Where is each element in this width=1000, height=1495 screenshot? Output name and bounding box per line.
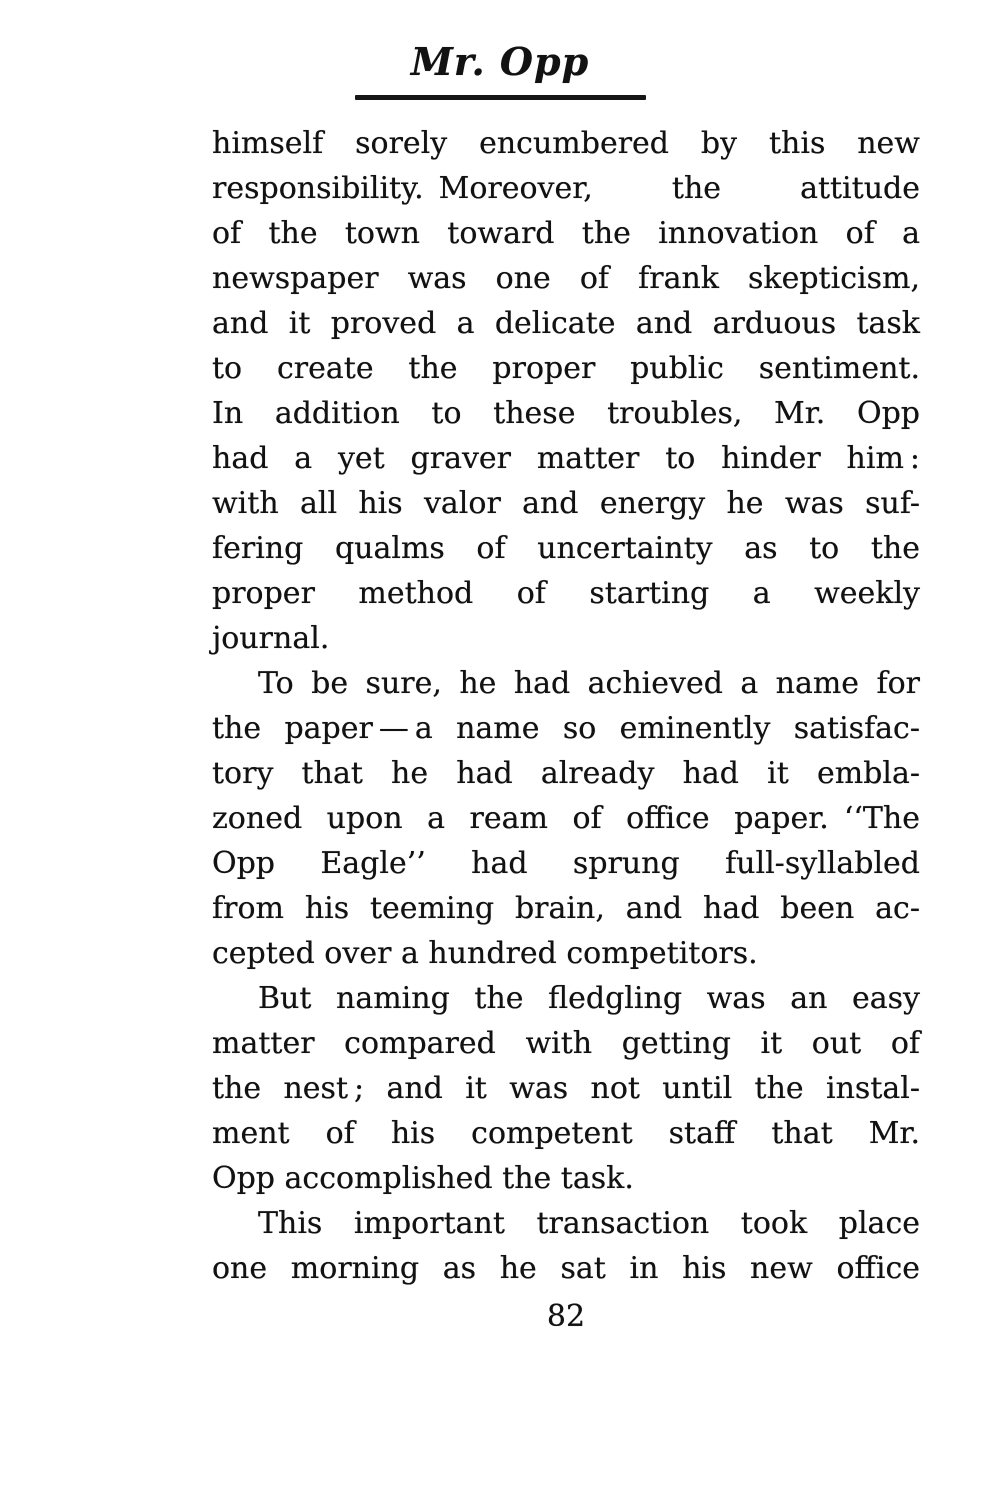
text-line: zoned upon a ream of office paper. ‘‘The — [212, 801, 920, 836]
text-line: matter compared with getting it out of — [212, 1026, 920, 1061]
text-line: from his teeming brain, and had been ac- — [212, 891, 920, 926]
text-block — [212, 121, 920, 1291]
text-line: In addition to these troubles, Mr. Opp — [212, 396, 920, 431]
running-title: Mr. Opp — [410, 39, 590, 84]
text-line: Opp accomplished the task. — [212, 1161, 634, 1196]
text-line: himself sorely encumbered by this new — [212, 126, 920, 161]
text-line: Opp Eagle’’ had sprung full-syllabled — [212, 846, 920, 881]
text-line: responsibility. Moreover, the attitude — [212, 171, 920, 206]
text-line: and it proved a delicate and arduous task — [212, 306, 920, 341]
text-line: To be sure, he had achieved a name for — [258, 666, 920, 701]
text-line: to create the proper public sentiment. — [212, 351, 920, 386]
title-rule — [355, 95, 646, 100]
text-line: This important transaction took place — [258, 1206, 920, 1241]
text-line: the nest ; and it was not until the instal- — [212, 1071, 920, 1106]
text-line: journal. — [212, 621, 330, 656]
page-header — [0, 38, 1000, 100]
text-line: with all his valor and energy he was suf- — [212, 486, 920, 521]
text-line: But naming the fledgling was an easy — [258, 981, 920, 1016]
text-line: of the town toward the innovation of a — [212, 216, 920, 251]
text-line: the paper — a name so eminently satisfac- — [212, 711, 920, 746]
text-line: cepted over a hundred competitors. — [212, 936, 758, 971]
text-line: proper method of starting a weekly — [212, 576, 920, 611]
text-line: fering qualms of uncertainty as to the — [212, 531, 920, 566]
page-number: 82 — [546, 1299, 586, 1334]
text-line: tory that he had already had it embla- — [212, 756, 920, 791]
text-line: ment of his competent staff that Mr. — [212, 1116, 920, 1151]
text-line: newspaper was one of frank skepticism, — [212, 261, 920, 296]
text-line: had a yet graver matter to hinder him : — [212, 441, 920, 476]
text-line: one morning as he sat in his new office — [212, 1251, 920, 1286]
